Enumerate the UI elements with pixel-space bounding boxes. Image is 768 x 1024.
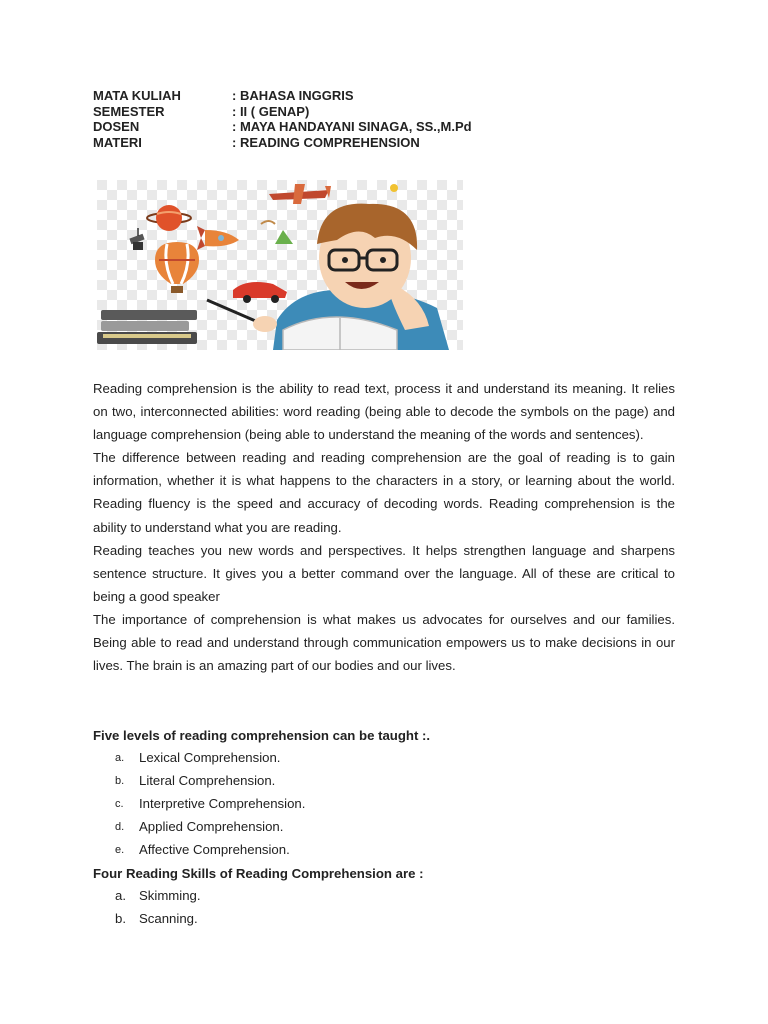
list-item: [93, 815, 305, 838]
paragraph-difference: The difference between reading and reading comprehension are the goal of reading is to gain information, whether it is what happens to the characters in a story, or learning about the world. Reading fluency is the speed and accuracy of decoding words. Reading comprehension is the ability to understand what you are reading.: [93, 450, 675, 535]
material-row: [93, 135, 472, 151]
levels-heading: Five levels of reading comprehension can be taught :.: [93, 728, 431, 743]
list-marker: c.: [115, 798, 124, 811]
paragraph-definition: Reading comprehension is the ability to read text, process it and understand its meaning. It relies on two, interconnected abilities: word reading (being able to decode the symbols on the page) and language comprehension (being able to understand the meaning of the words and sentences).: [93, 381, 675, 443]
lecturer-row: [93, 119, 472, 135]
list-item-text: Skimming.: [139, 888, 201, 903]
list-item: [93, 792, 305, 815]
list-item: [93, 907, 201, 930]
list-item-text: Literal Comprehension.: [139, 773, 276, 789]
list-item-text: Lexical Comprehension.: [139, 750, 281, 765]
sun-icon: [390, 184, 398, 192]
levels-list: [93, 746, 305, 861]
list-marker: d.: [115, 821, 125, 834]
course-info-header: [93, 88, 472, 150]
list-marker: b.: [115, 911, 126, 927]
course-row: [93, 88, 472, 104]
course-value: : BAHASA INGGRIS: [232, 88, 354, 103]
list-marker: a.: [115, 888, 126, 903]
skills-heading: Four Reading Skills of Reading Comprehension are :: [93, 866, 424, 881]
semester-value: : II ( GENAP): [232, 103, 310, 119]
course-label: MATA KULIAH: [93, 88, 181, 103]
lecturer-value: : MAYA HANDAYANI SINAGA, SS.,M.Pd: [232, 119, 472, 134]
list-item: [93, 746, 305, 769]
paragraph-importance: The importance of comprehension is what makes us advocates for ourselves and our families. Being able to read and understand through communication empowers us to make decisions in our lives. The brain is an amazing part of our bodies and our lives.: [93, 611, 675, 674]
reading-student-illustration: [97, 180, 463, 350]
list-marker: b.: [115, 775, 125, 788]
list-marker: e.: [115, 844, 125, 857]
list-item-text: Applied Comprehension.: [139, 819, 284, 835]
list-marker: a.: [115, 752, 125, 764]
semester-label: SEMESTER: [93, 103, 165, 119]
paragraph-benefits: Reading teaches you new words and perspectives. It helps strengthen language and sharpens sentence structure. It gives you a better command over the language. All of these are critical to being a good speaker: [93, 542, 675, 604]
list-item-text: Interpretive Comprehension.: [139, 796, 306, 812]
skills-list: [93, 884, 201, 930]
list-item: [93, 884, 201, 907]
list-item: [93, 838, 305, 861]
semester-row: [93, 104, 472, 120]
list-item-text: Affective Comprehension.: [139, 842, 290, 858]
material-value: : READING COMPREHENSION: [232, 134, 420, 150]
list-item: [93, 769, 305, 792]
books-icon: [97, 310, 197, 344]
material-label: MATERI: [93, 134, 142, 150]
body-text: [93, 377, 675, 677]
lecturer-label: DOSEN: [93, 119, 140, 134]
list-item-text: Scanning.: [139, 911, 198, 927]
